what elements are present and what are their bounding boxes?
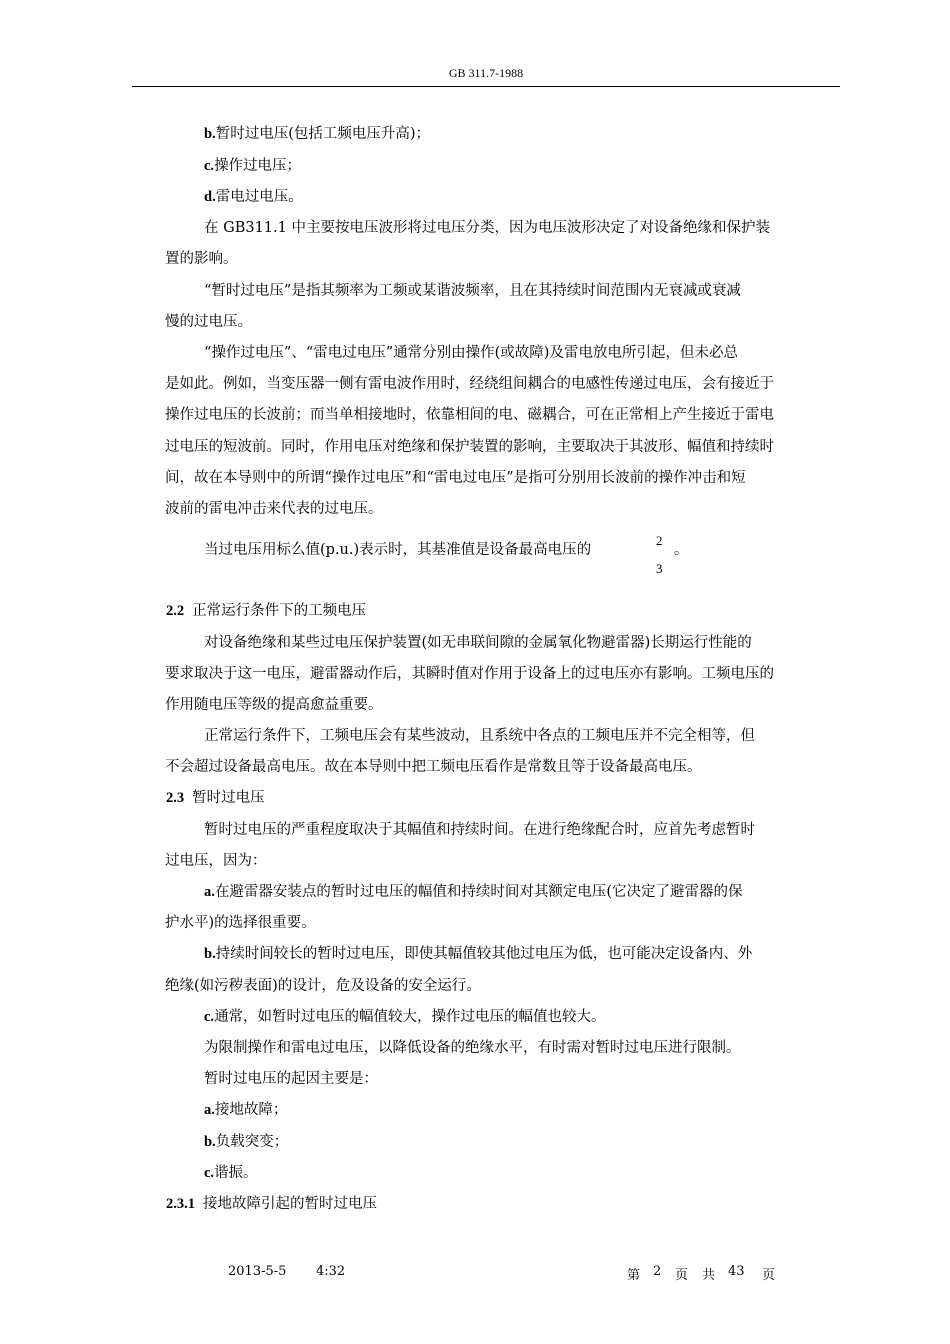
line-text: 暂时过电压的严重程度取决于其幅值和持续时间。在进行绝缘配合时，应首先考虑暂时	[204, 822, 755, 838]
running-header: GB 311.7-1988	[448, 66, 524, 80]
line-text: 在避雷器安装点的暂时过电压的幅值和持续时间对其额定电压(它决定了避雷器的保	[214, 884, 743, 900]
text-line	[204, 1069, 378, 1089]
line-text: “暂时过电压”是指其频率为工频或某谐波频率，且在其持续时间范围内无衰减或衰减	[204, 283, 741, 299]
line-text: 当过电压用标么值(p.u.)表示时，其基准值是设备最高电压的	[204, 542, 592, 558]
item-label: a.	[204, 884, 215, 900]
item-label: b.	[204, 126, 216, 142]
line-text: 在 GB311.1 中主要按电压波形将过电压分类，因为电压波形决定了对设备绝缘和保护装	[204, 220, 770, 236]
footer-total-pages: 43	[728, 1264, 745, 1279]
line-text: 正常运行条件下的工频电压	[192, 603, 367, 619]
text-line	[204, 944, 752, 964]
item-label: c.	[204, 158, 215, 174]
footer-total-label: 共	[702, 1268, 716, 1283]
text-line	[204, 124, 430, 144]
text-line	[165, 312, 252, 332]
text-line	[165, 913, 316, 933]
header-rule	[132, 86, 840, 87]
item-label: c.	[204, 1009, 215, 1025]
footer-page-label: 第	[627, 1268, 641, 1283]
text-line	[165, 437, 774, 457]
line-text: 是如此。例如，当变压器一侧有雷电波作用时，经绕组间耦合的电感性传递过电压，会有接近于	[165, 376, 774, 392]
text-line	[674, 540, 689, 560]
line-text: 暂时过电压的起因主要是：	[204, 1071, 378, 1087]
line-text: 置的影响。	[165, 251, 238, 267]
line-text: 谐振。	[214, 1165, 258, 1181]
item-label: b.	[204, 1134, 216, 1150]
line-text: 。	[674, 542, 689, 558]
text-line	[165, 695, 383, 715]
line-text: 雷电过电压。	[215, 189, 303, 205]
item-label: 2.3	[166, 790, 185, 806]
footer-date: 2013-5-5	[228, 1264, 287, 1279]
line-text: 通常，如暂时过电压的幅值较大，操作过电压的幅值也较大。	[214, 1009, 606, 1025]
text-line	[204, 1132, 288, 1152]
line-text: 要求取决于这一电压，避雷器动作后，其瞬时值对作用于设备上的过电压亦有影响。工频电压的	[165, 666, 774, 682]
text-line	[166, 601, 366, 621]
line-text: 不会超过设备最高电压。故在本导则中把工频电压看作是常数且等于设备最高电压。	[165, 759, 702, 775]
footer-page-suffix: 页	[675, 1268, 689, 1283]
line-text: 持续时间较长的暂时过电压，即使其幅值较其他过电压为低，也可能决定设备内、外	[215, 946, 753, 962]
item-label: 2.2	[166, 603, 185, 619]
text-line	[165, 976, 481, 996]
fraction-numerator: 2	[656, 533, 663, 548]
item-label: 2.3.1	[166, 1196, 195, 1212]
item-label: b.	[204, 946, 216, 962]
text-line	[204, 1038, 741, 1058]
text-line	[166, 788, 265, 808]
line-text: 绝缘(如污秽表面)的设计，危及设备的安全运行。	[165, 978, 481, 994]
line-text: “操作过电压”、“雷电过电压”通常分别由操作(或故障)及雷电放电所引起，但未必总	[204, 345, 738, 361]
line-text: 过电压，因为：	[165, 853, 267, 869]
line-text: 暂时过电压	[192, 790, 265, 806]
footer-time: 4:32	[316, 1264, 346, 1279]
text-line	[165, 851, 267, 871]
line-text: 间，故在本导则中的所谓“操作过电压”和“雷电过电压”是指可分别用长波前的操作冲击和短	[165, 470, 746, 486]
footer-page-number: 2	[653, 1264, 662, 1279]
line-text: 接地故障引起的暂时过电压	[203, 1196, 377, 1212]
item-label: c.	[204, 1165, 215, 1181]
text-line	[204, 187, 303, 207]
text-line	[165, 405, 774, 425]
text-line	[204, 156, 301, 176]
text-line	[204, 633, 752, 653]
fraction-denominator: 3	[656, 561, 663, 576]
text-line	[165, 664, 774, 684]
text-line	[165, 757, 702, 777]
line-text: 对设备绝缘和某些过电压保护装置(如无串联间隙的金属氧化物避雷器)长期运行性能的	[204, 635, 752, 651]
line-text: 正常运行条件下，工频电压会有某些波动，且系统中各点的工频电压并不完全相等，但	[204, 728, 755, 744]
text-line	[204, 820, 755, 840]
text-line	[204, 726, 755, 746]
line-text: 暂时过电压(包括工频电压升高)；	[215, 126, 431, 142]
text-line	[165, 374, 774, 394]
text-line	[165, 249, 238, 269]
line-text: 负载突变；	[215, 1134, 289, 1150]
line-text: 接地故障；	[214, 1102, 288, 1118]
text-line	[204, 882, 743, 902]
text-line	[165, 499, 383, 519]
footer-total-suffix: 页	[762, 1268, 776, 1283]
text-line	[204, 1007, 606, 1027]
line-text: 过电压的短波前。同时，作用电压对绝缘和保护装置的影响，主要取决于其波形、幅值和持续时	[165, 439, 774, 455]
line-text: 为限制操作和雷电过电压，以降低设备的绝缘水平，有时需对暂时过电压进行限制。	[204, 1040, 741, 1056]
line-text: 护水平)的选择很重要。	[165, 915, 316, 931]
text-line	[166, 1194, 377, 1214]
line-text: 作用随电压等级的提高愈益重要。	[165, 697, 383, 713]
line-text: 操作过电压；	[214, 158, 302, 174]
item-label: a.	[204, 1102, 215, 1118]
text-line	[204, 281, 741, 301]
line-text: 操作过电压的长波前；而当单相接地时，依靠相间的电、磁耦合，可在正常相上产生接近于雷电	[165, 407, 774, 423]
line-text: 慢的过电压。	[165, 314, 252, 330]
text-line	[204, 343, 738, 363]
line-text: 波前的雷电冲击来代表的过电压。	[165, 501, 383, 517]
text-line	[165, 468, 746, 488]
text-line	[204, 218, 770, 238]
item-label: d.	[204, 189, 216, 205]
text-line	[204, 1100, 287, 1120]
text-line	[204, 540, 591, 560]
text-line	[204, 1163, 258, 1183]
